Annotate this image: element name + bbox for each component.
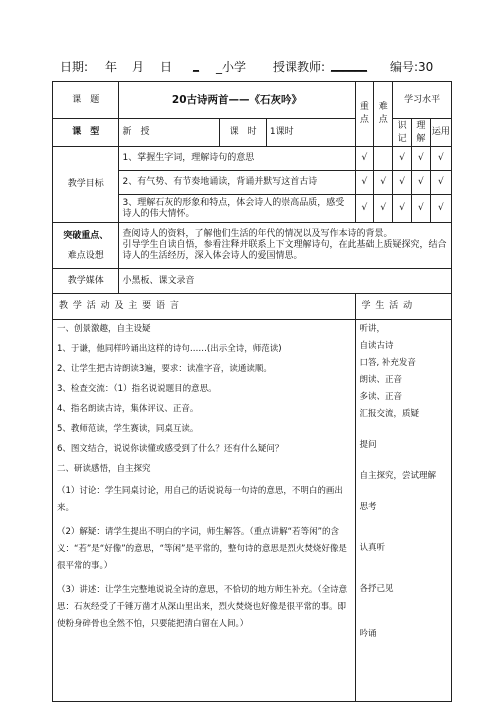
topic-row <box>53 82 452 119</box>
teacher-blank: ______ <box>331 58 367 72</box>
teaching-activity-header: 教 学 活 动 及 主 要 语 言 <box>53 294 356 320</box>
student-line: 提问 <box>359 440 377 450</box>
keypoints-row <box>53 223 452 269</box>
teacher-label: 授课教师: <box>273 60 326 74</box>
goal-mark: √ <box>393 171 412 195</box>
process-line: 5、教师范读，学生赛读，同桌互读。 <box>57 424 199 434</box>
day-label: 日 <box>160 60 173 74</box>
process-line: 二、研读感悟，自主探究 <box>57 464 151 474</box>
student-line: 自读古诗 <box>359 341 394 351</box>
process-line: （3）讲述：让学生完整地说说全诗的意思，不恰切的地方师生补充。（全诗意思：石灰经受了千锤万凿才从深山里出来，烈火焚烧也好像是很平常的事。即使粉身碎骨也全然不怕，只要能把清白留在人间。） <box>57 585 348 629</box>
col-learning-level: 学习水平 <box>393 82 452 119</box>
media-label: 教学媒体 <box>53 269 119 294</box>
goal-mark: √ <box>374 195 393 223</box>
student-line: 各抒己见 <box>359 584 394 594</box>
hours-label: 课 时 <box>220 119 267 147</box>
goal-mark: √ <box>355 147 374 171</box>
student-line: 汇报交流，质疑 <box>359 409 420 419</box>
keypoints-label-line1: 突破重点、 <box>63 230 109 241</box>
school-blank: _ <box>193 58 199 72</box>
student-activities <box>355 320 452 702</box>
level-yunyong: 运用 <box>430 119 451 147</box>
goal-mark: √ <box>393 195 412 223</box>
process-row <box>53 320 452 702</box>
number-label: 编号:30 <box>390 60 434 74</box>
goal-mark: √ <box>411 171 430 195</box>
student-line: 多读、正音 <box>359 392 403 402</box>
school-label: _小学 <box>216 60 247 74</box>
goal-mark: √ <box>430 171 451 195</box>
goal-mark: √ <box>411 147 430 171</box>
keypoints-line: 查阅诗人的资料，了解他们生活的年代的情况以及写作本诗的背景。 <box>122 229 393 239</box>
type-label: 课 型 <box>53 119 119 147</box>
media-row <box>53 269 452 294</box>
media-value: 小黑板、课文录音 <box>119 269 452 294</box>
keypoints-label-line2: 难点设想 <box>67 250 104 261</box>
goal-mark: √ <box>355 195 374 223</box>
hours-value: 1课时 <box>266 119 355 147</box>
goal-mark: √ <box>374 171 393 195</box>
level-shiji: 识记 <box>393 119 412 147</box>
process-line: 一、创景激趣，自主设疑 <box>57 324 151 334</box>
lesson-title: 20古诗两首——《石灰吟》 <box>119 82 355 119</box>
goal-mark: √ <box>355 171 374 195</box>
student-line: 认真听 <box>359 543 386 553</box>
process-line: （1）讨论：学生同桌讨论，用自己的话说说每一句诗的意思，不明白的画出来。 <box>57 486 343 513</box>
goal-text: 1、掌握生字词，理解诗句的意思 <box>119 147 355 171</box>
process-line: 6、图文结合，说说你读懂或感受到了什么？还有什么疑问？ <box>57 444 284 454</box>
keypoints-line: 引导学生自读自悟，参看注释并联系上下文理解诗句，在此基础上质疑探究，结合诗人的生活经历，深入体会诗人的爱国情思。 <box>122 240 447 261</box>
goal-mark: √ <box>393 147 412 171</box>
student-line: 吟诵 <box>359 629 377 639</box>
student-line: 自主探究，尝试理解 <box>359 471 437 481</box>
process-line: （2）解疑：请学生提出不明白的字词，师生解答。（重点讲解“若等闲”的含义：“若”是“好像”的意思，“等闲”是平常的，整句诗的意思是烈火焚烧好像是很平常的事。） <box>57 527 347 571</box>
student-line: 思考 <box>359 502 377 512</box>
goal-mark: √ <box>411 195 430 223</box>
header-line <box>60 58 460 76</box>
student-line: 朗读、正音 <box>359 375 403 385</box>
goal-text: 2、有气势、有节奏地诵读，背诵并默写这首古诗 <box>119 171 355 195</box>
year-label: 年 <box>105 60 118 74</box>
lesson-plan-table <box>52 81 452 702</box>
type-value: 新 授 <box>119 119 220 147</box>
goal-row <box>53 147 452 171</box>
teaching-process <box>53 320 356 702</box>
level-lijie: 理解 <box>411 119 430 147</box>
col-zhongdian: 重点 <box>355 82 374 147</box>
process-line: 3、检查交流：（1）指名说说题目的意思。 <box>57 384 217 394</box>
month-label: 月 <box>132 60 145 74</box>
process-line: 4、指名朗读古诗，集体评议、正音。 <box>57 404 199 414</box>
goal-text: 3、理解石灰的形象和特点，体会诗人的崇高品质，感受诗人的伟大情怀。 <box>119 195 355 223</box>
date-label: 日期: <box>60 60 89 74</box>
keypoints-text <box>119 223 452 269</box>
keypoints-label <box>53 223 119 269</box>
column-header-row <box>53 294 452 320</box>
process-line: 1、于谦，他同样吟诵出这样的诗句……(出示全诗，师范读) <box>57 344 282 354</box>
goals-label: 教学目标 <box>53 147 119 223</box>
goal-mark: √ <box>430 147 451 171</box>
student-activity-header: 学 生 活 动 <box>355 294 452 320</box>
goal-mark: √ <box>430 195 451 223</box>
col-nandian: 难点 <box>374 82 393 147</box>
student-line: 口答, 补充发音 <box>359 358 416 368</box>
student-line: 听讲， <box>359 324 386 334</box>
process-line: 2、让学生把古诗朗读3遍，要求：读准字音，读通读顺。 <box>57 364 272 374</box>
goal-mark <box>374 147 393 171</box>
topic-label: 课 题 <box>53 82 119 119</box>
